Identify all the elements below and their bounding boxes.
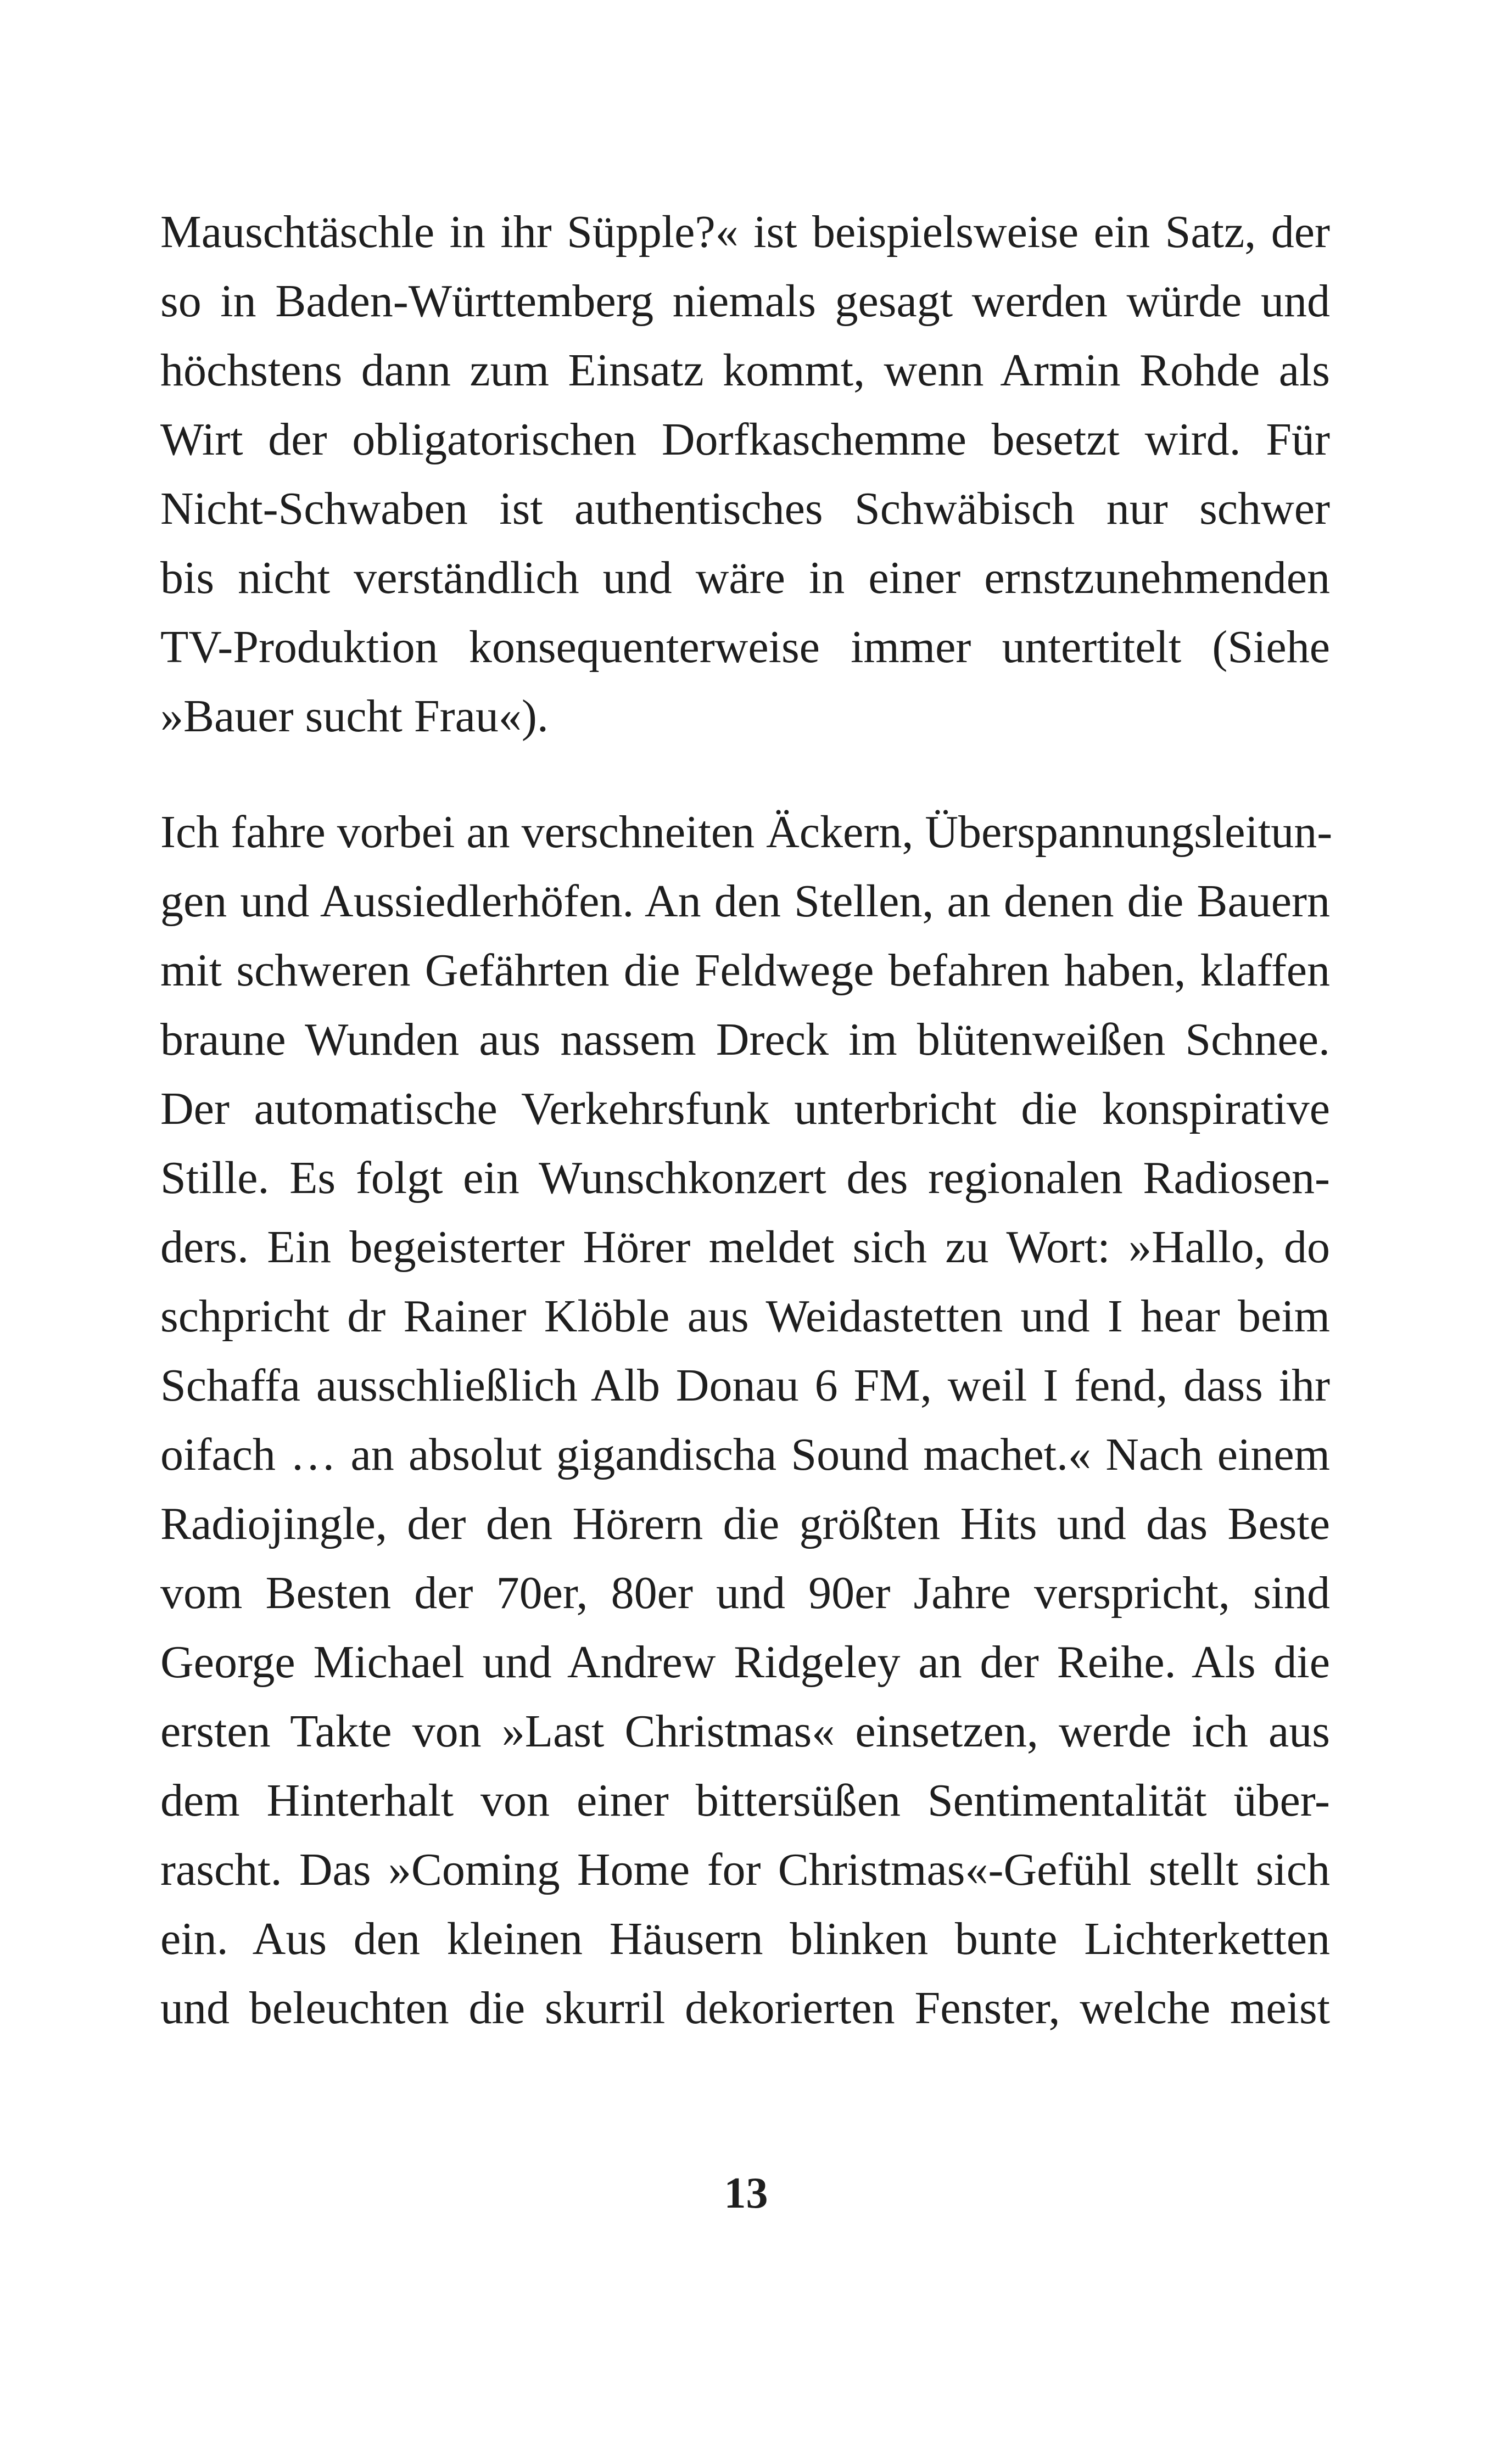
text-line: TV-Produktion konsequenterweise immer untertitelt (Siehe — [160, 621, 1330, 673]
text-line: ersten Takte von »Last Christmas« einsetzen, werde ich aus — [160, 1706, 1330, 1757]
text-line: dem Hinterhalt von einer bittersüßen Sentimentalität über- — [160, 1775, 1330, 1826]
text-line: mit schweren Gefährten die Feldwege befahren haben, klaffen — [160, 945, 1330, 996]
text-line: braune Wunden aus nassem Dreck im blütenweißen Schnee. — [160, 1014, 1330, 1065]
text-line: Stille. Es folgt ein Wunschkonzert des regionalen Radiosen- — [160, 1152, 1330, 1203]
text-line: George Michael und Andrew Ridgeley an der Reihe. Als die — [160, 1637, 1330, 1688]
paragraph-1 — [160, 198, 1330, 751]
text-line: ein. Aus den kleinen Häusern blinken bunte Lichterketten — [160, 1913, 1330, 1964]
text-line: Wirt der obligatorischen Dorfkaschemme besetzt wird. Für — [160, 414, 1330, 465]
text-line: bis nicht verständlich und wäre in einer ernstzunehmenden — [160, 552, 1330, 603]
text-line: und beleuchten die skurril dekorierten Fenster, welche meist — [160, 1983, 1330, 2034]
text-line: »Bauer sucht Frau«). — [160, 691, 549, 742]
text-line: Schaffa ausschließlich Alb Donau 6 FM, weil I fend, dass ihr — [160, 1360, 1330, 1411]
text-line: Nicht-Schwaben ist authentisches Schwäbisch nur schwer — [160, 483, 1330, 534]
text-line: ders. Ein begeisterter Hörer meldet sich zu Wort: »Hallo, do — [160, 1222, 1330, 1273]
text-line: Der automatische Verkehrsfunk unterbricht die konspirative — [160, 1083, 1330, 1134]
text-line: Ich fahre vorbei an verschneiten Äckern, Überspannungsleitun- — [160, 807, 1333, 858]
text-line: höchstens dann zum Einsatz kommt, wenn Armin Rohde als — [160, 345, 1330, 396]
text-line: vom Besten der 70er, 80er und 90er Jahre verspricht, sind — [160, 1567, 1330, 1619]
text-line: Mauschtäschle in ihr Süpple?« ist beispielsweise ein Satz, der — [160, 206, 1330, 257]
text-line: so in Baden-Württemberg niemals gesagt werden würde und — [160, 276, 1330, 327]
text-line: Radiojingle, der den Hörern die größten Hits und das Beste — [160, 1498, 1330, 1549]
text-line: gen und Aussiedlerhöfen. An den Stellen, an denen die Bauern — [160, 876, 1330, 927]
text-line: schpricht dr Rainer Klöble aus Weidastetten und I hear beim — [160, 1291, 1330, 1342]
page-number: 13 — [724, 2169, 768, 2217]
text-line: rascht. Das »Coming Home for Christmas«-Gefühl stellt sich — [160, 1844, 1330, 1895]
paragraph-2 — [160, 798, 1333, 2043]
text-line: oifach … an absolut gigandischa Sound machet.« Nach einem — [160, 1429, 1330, 1480]
